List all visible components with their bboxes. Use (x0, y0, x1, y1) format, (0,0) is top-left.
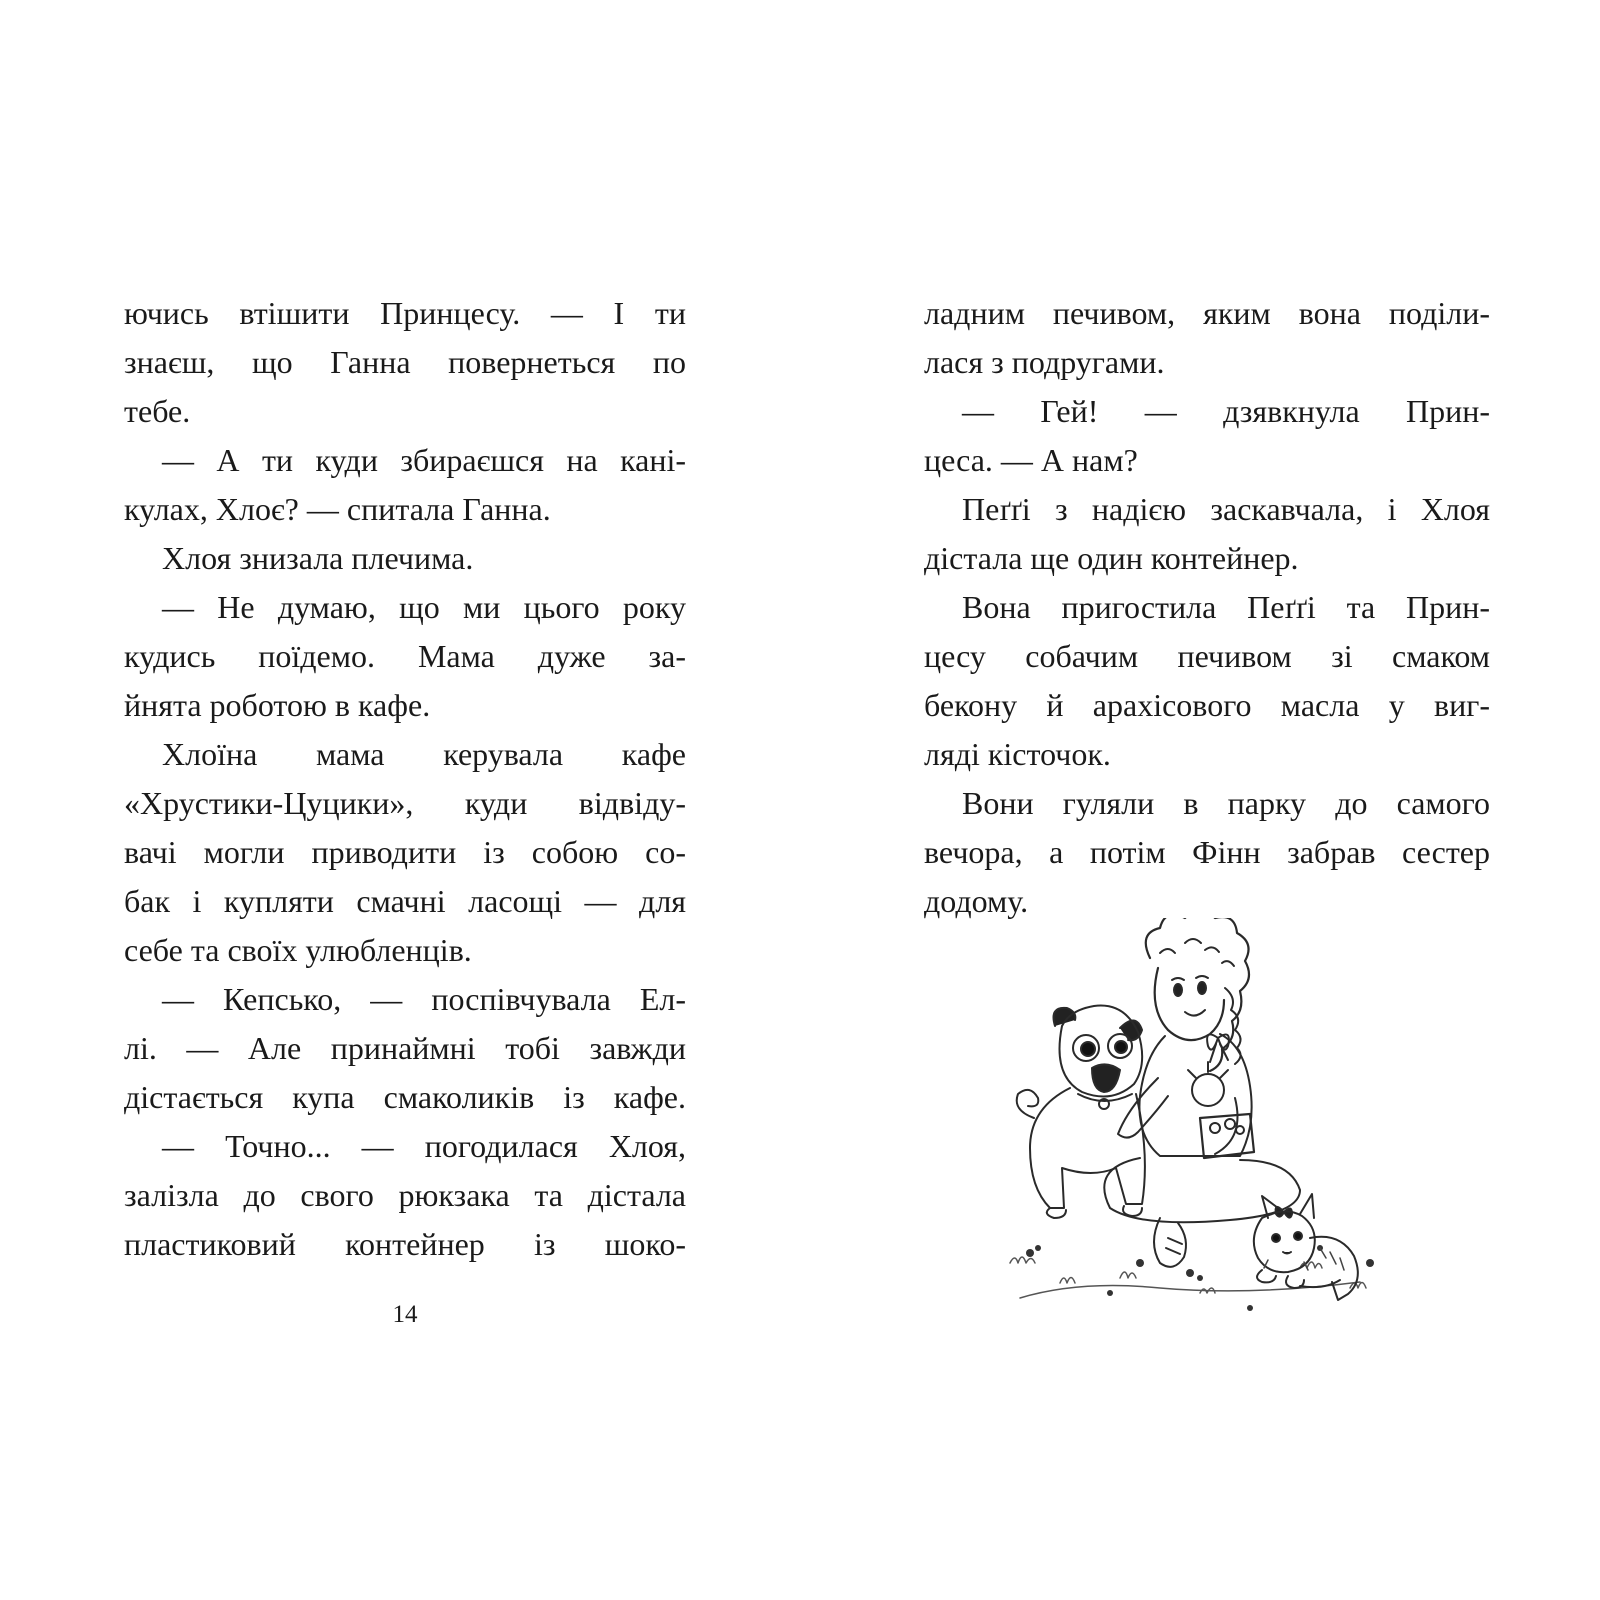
text-line: «Хрустики-Цуцики», куди відвіду- (124, 785, 686, 821)
text-line: ладним печивом, яким вона поділи- (924, 295, 1490, 331)
text-line: вечора, а потім Фінн забрав сестер (924, 834, 1490, 870)
text-line: знаєш, що Ганна повернеться по (124, 344, 686, 380)
text-line: цеса. — А нам? (924, 442, 1138, 478)
text-line: йнята роботою в кафе. (124, 687, 431, 723)
text-line: вачі могли приводити із собою со- (124, 834, 686, 870)
text-line: Хлоїна мама керувала кафе (162, 736, 686, 772)
text-line: бак і купляти смачні ласощі — для (124, 883, 686, 919)
text-line: лі. — Але принаймні тобі завжди (124, 1030, 686, 1066)
grass-ground (1010, 1257, 1366, 1298)
page-number: 14 (392, 1301, 418, 1328)
illustration-girl-with-dogs (1000, 918, 1410, 1338)
text-line: цесу собачим печивом зі смаком (924, 638, 1490, 674)
text-line: Хлоя знизала плечима. (162, 540, 474, 576)
pug-dog (1017, 1006, 1145, 1218)
text-line: залізла до свого рюкзака та дістала (124, 1177, 686, 1213)
text-line: кулах, Хлоє? — спитала Ганна. (124, 491, 551, 527)
text-line: дістала ще один контейнер. (924, 540, 1299, 576)
flowers (1026, 1245, 1374, 1311)
left-page-text (124, 289, 686, 1269)
text-line: — Кепсько, — поспівчувала Ел- (162, 981, 686, 1017)
text-line: себе та своїх улюбленців. (124, 932, 472, 968)
text-line: ючись втішити Принцесу. — І ти (124, 295, 686, 331)
text-line: лася з подругами. (924, 344, 1165, 380)
right-page-text (924, 289, 1490, 926)
text-line: ляді кісточок. (924, 736, 1111, 772)
text-line: — А ти куди збираєшся на кані- (162, 442, 686, 478)
text-line: — Не думаю, що ми цього року (162, 589, 686, 625)
text-line: тебе. (124, 393, 191, 429)
text-line: пластиковий контейнер із шоко- (124, 1226, 686, 1262)
text-line: кудись поїдемо. Мама дуже за- (124, 638, 686, 674)
text-line: Вони гуляли в парку до самого (962, 785, 1490, 821)
text-line: Пеґґі з надією заскавчала, і Хлоя (962, 491, 1490, 527)
text-line: Вона пригостила Пеґґі та Прин- (962, 589, 1490, 625)
text-line: додому. (924, 883, 1029, 919)
text-line: — Точно... — погодилася Хлоя, (162, 1128, 686, 1164)
text-line: — Гей! — дзявкнула Прин- (962, 393, 1490, 429)
text-line: дістається купа смаколиків із кафе. (124, 1079, 686, 1115)
text-line: бекону й арахісового масла у виг- (924, 687, 1490, 723)
